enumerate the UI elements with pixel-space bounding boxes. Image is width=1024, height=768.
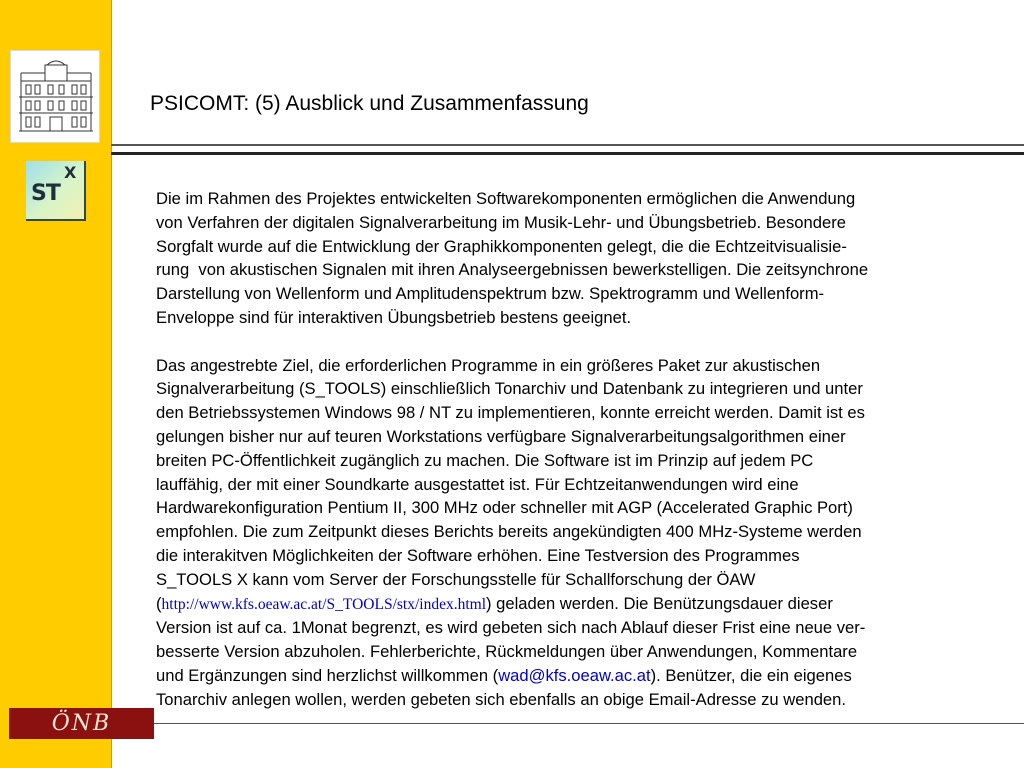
text-line-rest: ). Benützer, die ein eigenes xyxy=(650,665,852,685)
text-line: Tonarchiv anlegen wollen, werden gebeten sich ebenfalls an obige Email-Adresse zu wenden. xyxy=(156,689,846,709)
text-line: Darstellung von Wellenform und Amplitudenspektrum bzw. Spektrogramm und Wellenform- xyxy=(156,284,825,304)
page-title: PSICOMT: (5) Ausblick und Zusammenfassung xyxy=(150,92,589,115)
header-divider-thick xyxy=(111,152,1024,155)
text-line: lauffähig, der mit einer Soundkarte ausgestattet ist. Für Echtzeitanwendungen wird eine xyxy=(156,474,799,494)
text-line: den Betriebssystemen Windows 98 / NT zu implementieren, konnte erreicht werden. Damit ist es xyxy=(156,403,865,423)
text-line: von Verfahren der digitalen Signalverarbeitung im Musik-Lehr- und Übungsbetrieb. Besondere xyxy=(156,212,846,232)
paragraph-intro xyxy=(156,187,1016,330)
text-line: breiten PC-Öffentlichkeit zugänglich zu machen. Die Software ist im Prinzip auf jedem PC xyxy=(156,450,814,470)
building-logo xyxy=(10,50,100,143)
text-line: Enveloppe sind für interaktiven Übungsbetrieb bestens geeignet. xyxy=(156,307,632,327)
text-line: Signalverarbeitung (S_TOOLS) einschließlich Tonarchiv und Datenbank zu integrieren und unter xyxy=(156,379,863,399)
text-line: die interakitven Möglichkeiten der Software erhöhen. Eine Testversion des Programmes xyxy=(156,545,800,565)
download-url-link[interactable]: http://www.kfs.oeaw.ac.at/S_TOOLS/stx/index.html xyxy=(161,595,486,613)
email-link[interactable]: wad@kfs.oeaw.ac.at xyxy=(498,665,651,685)
text-line: empfohlen. Die zum Zeitpunkt dieses Berichts bereits angekündigten 400 MHz-Systeme werden xyxy=(156,522,862,542)
url-paren-open: ( xyxy=(156,593,162,613)
text-line: rung von akustischen Signalen mit ihren Analyseergebnissen bewerkstelligen. Die zeitsynchrone xyxy=(156,260,869,280)
stx-logo-main: ST xyxy=(31,181,60,206)
footer-divider xyxy=(154,723,1024,724)
text-line: gelungen bisher nur auf teuren Workstations verfügbare Signalverarbeitungsalgorithmen einer xyxy=(156,426,846,446)
stx-logo xyxy=(26,161,86,221)
stx-logo-superscript: X xyxy=(64,163,77,182)
text-line: besserte Version abzuholen. Fehlerberichte, Rückmeldungen über Anwendungen, Kommentare xyxy=(156,642,858,662)
text-line: Das angestrebte Ziel, die erforderlichen Programme in ein größeres Paket zur akustischen xyxy=(156,355,821,375)
text-line: Die im Rahmen des Projektes entwickelten Softwarekomponenten ermöglichen die Anwendung xyxy=(156,189,856,208)
text-line: Version ist auf ca. 1Monat begrenzt, es wird gebeten sich nach Ablauf dieser Frist eine neue ver- xyxy=(156,618,866,638)
text-line: S_TOOLS X kann vom Server der Forschungsstelle für Schallforschung der ÖAW xyxy=(156,569,756,589)
header-divider-thin xyxy=(111,144,1024,146)
paragraph-summary xyxy=(156,354,1016,712)
building-facade-icon xyxy=(17,59,95,135)
text-line: Hardwarekonfiguration Pentium II, 300 MHz oder schneller mit AGP (Accelerated Graphic Port) xyxy=(156,498,853,518)
onb-logo: ÖNB xyxy=(9,708,154,739)
text-line: Sorgfalt wurde auf die Entwicklung der Graphikkomponenten gelegt, die die Echtzeitvisualisie- xyxy=(156,236,847,256)
text-line-rest: geladen werden. Die Benützungsdauer dieser xyxy=(491,593,833,613)
url-paren-close: ) xyxy=(486,593,492,613)
body-text xyxy=(156,187,1016,712)
text-line-start: und Ergänzungen sind herzlichst willkommen ( xyxy=(156,665,499,685)
sidebar xyxy=(0,0,112,768)
